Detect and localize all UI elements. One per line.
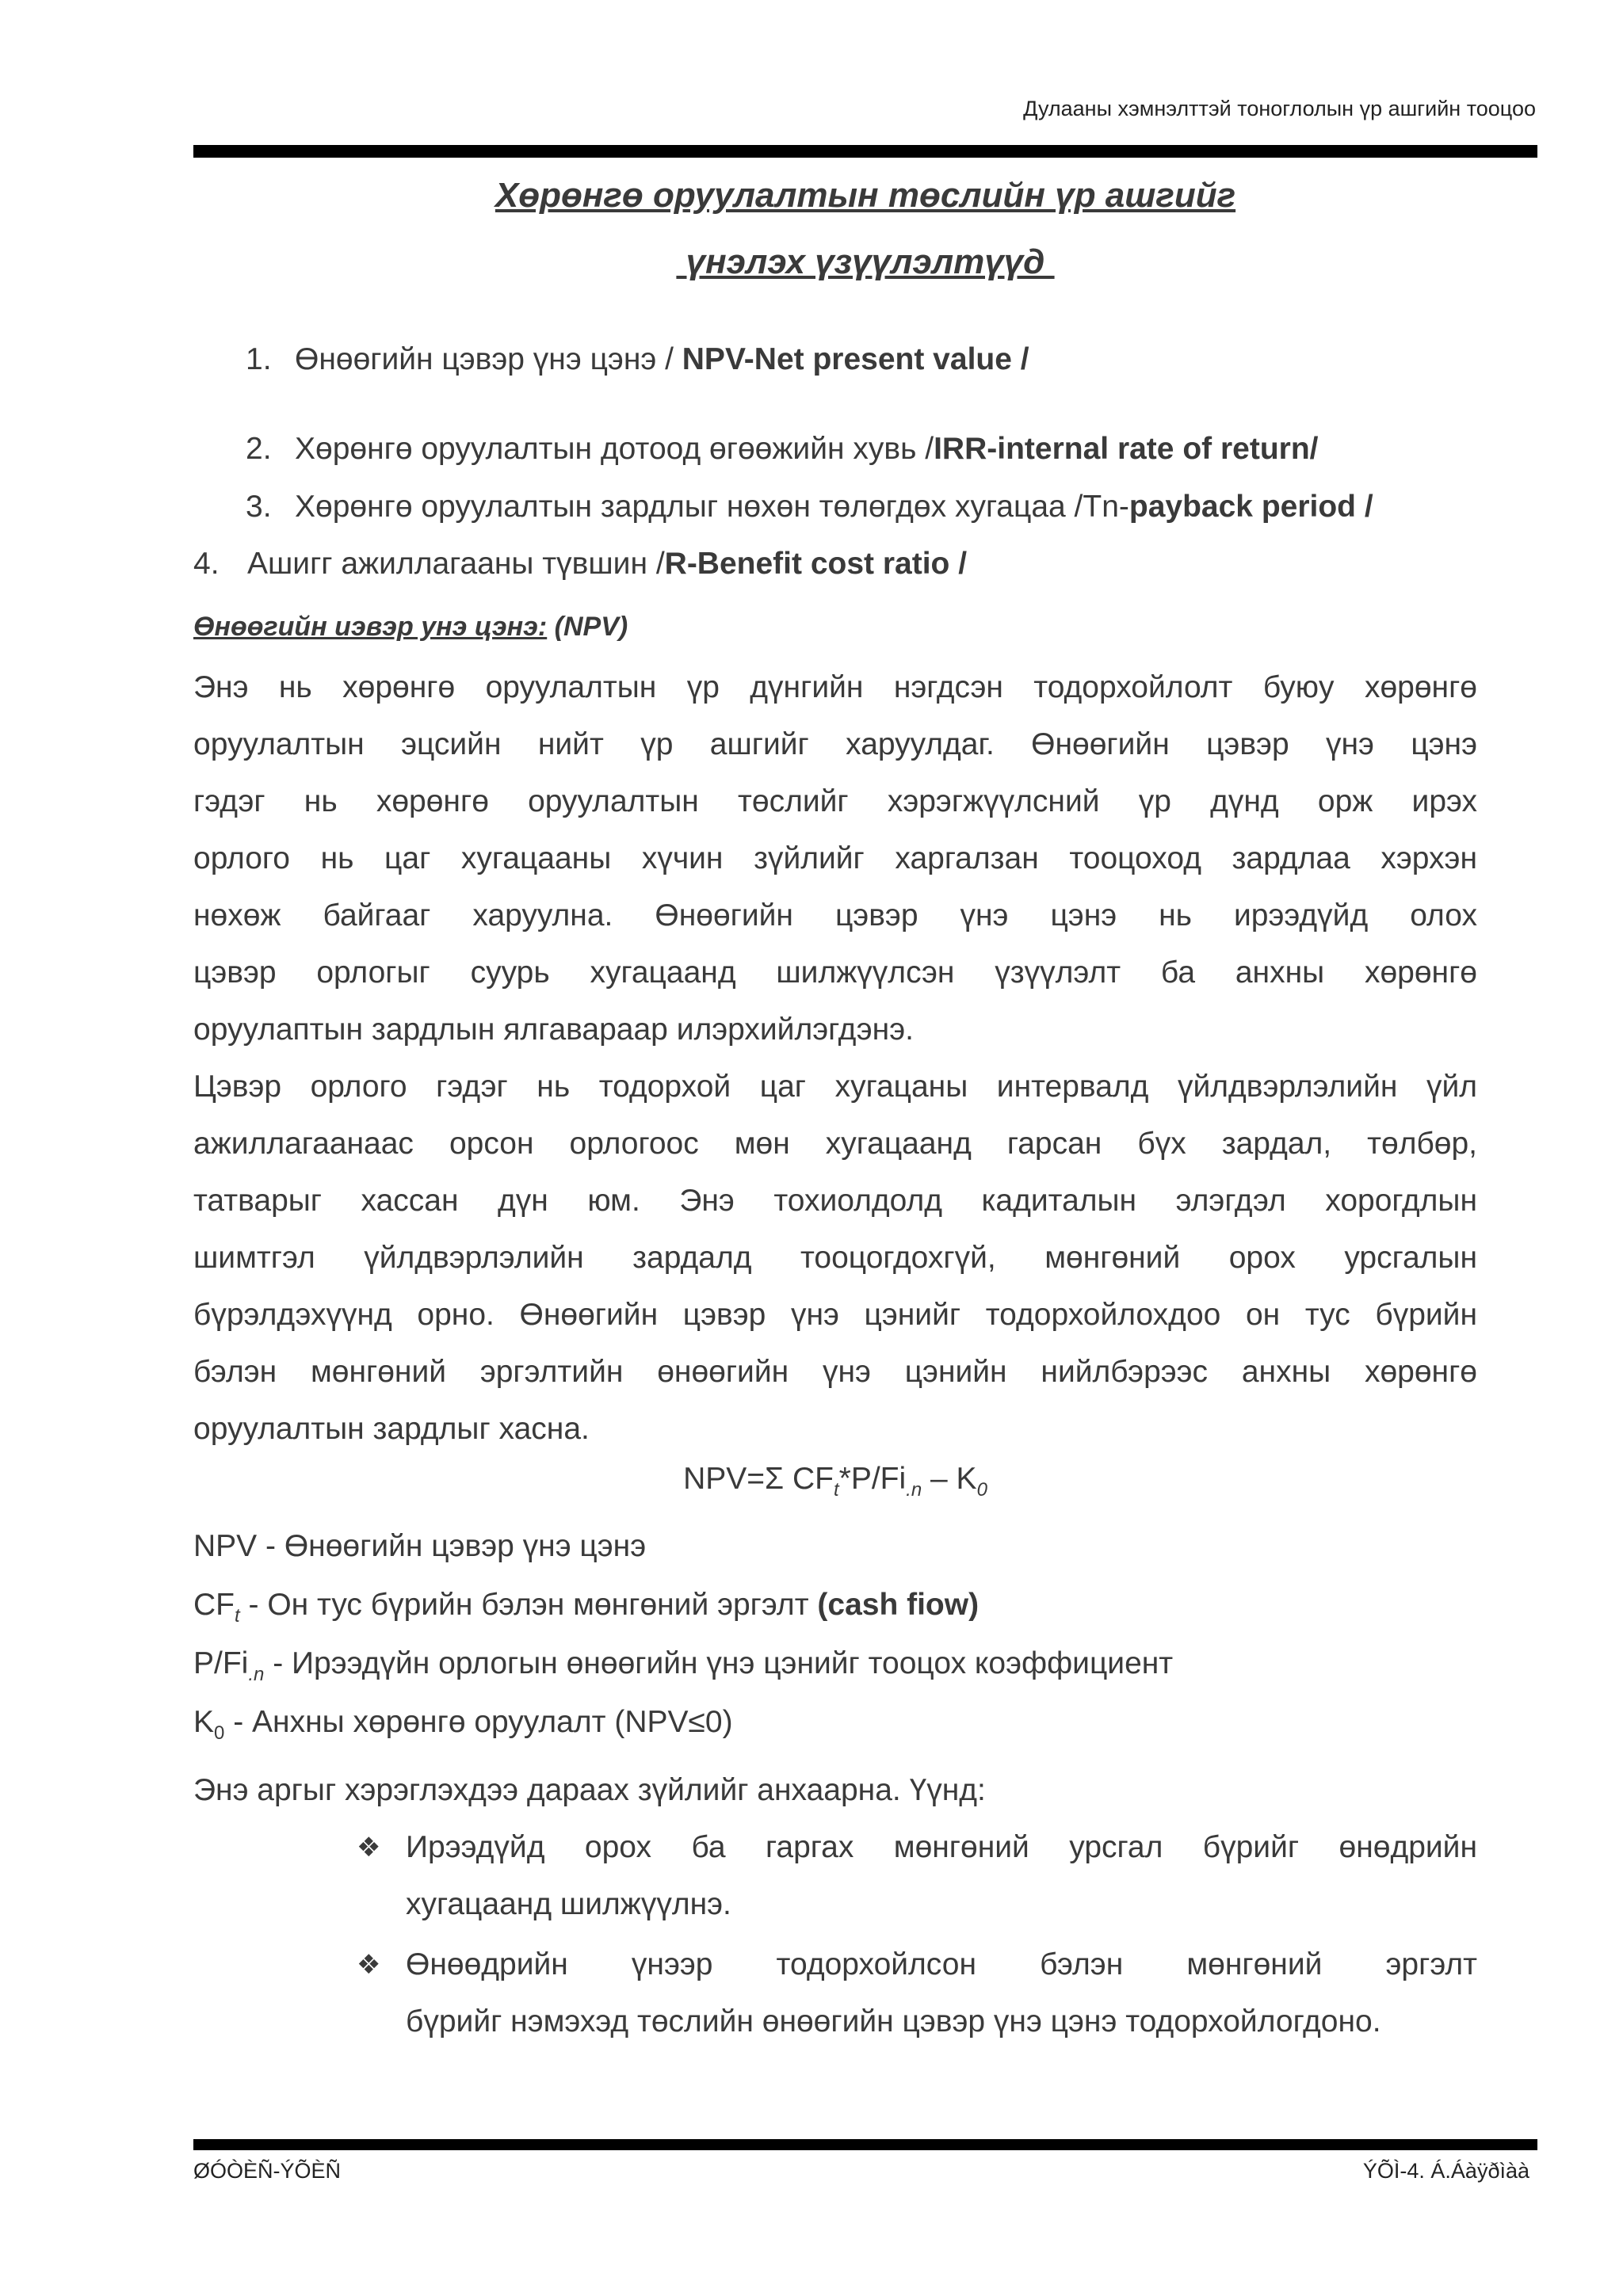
footer-right: ÝÕÌ-4. Á.Áàÿðìàà	[1362, 2159, 1529, 2183]
text-line: татварыг хассан дүн юм. Энэ тохиолдолд кадиталын элэгдэл хорогдлын	[193, 1184, 1477, 1218]
footer-rule	[193, 2139, 1537, 2150]
text-line: бүрийг нэмэхэд төслийн өнөөгийн цэвэр үнэ цэнэ тодорхойлогдоно.	[406, 2004, 1381, 2039]
text-line: бүрэлдэхүүнд орно. Өнөөгийн цэвэр үнэ цэнийг тодорхойлохдоо он тус бүрийн	[193, 1298, 1477, 1332]
definition-cf: $CF_t$ - Он тус бүрийн бэлэн мөнгөний эргэлт (cash fiow)	[193, 1588, 980, 1627]
text-line: оруулаптын зардлын ялгавараар илэрхийлэгдэнэ.	[193, 1013, 914, 1047]
definition-npv: NPV - Өнөөгийн цэвэр үнэ цэнэ	[193, 1529, 647, 1563]
criteria-item-4: 4. Ашигг ажиллагааны түвшин /R-Benefit cost ratio /	[193, 547, 968, 581]
text-line: шимтгэл үйлдвэрлэлийн зардалд тооцогдохгүй, мөнгөний орох урсгалын	[193, 1241, 1477, 1275]
text-line: оруулалтын эцсийн нийт үр ашгийг харуулдаг. Өнөөгийн цэвэр үнэ цэнэ	[193, 727, 1477, 761]
criteria-item-3: 3. Хөрөнгө оруулалтын зардлыг нөхөн төлөгдөх хугацаа /Tn-payback period /	[246, 490, 1373, 524]
text-line: бэлэн мөнгөний эргэлтийн өнөөгийн үнэ цэнийн нийлбэрээс анхны хөрөнгө	[193, 1355, 1477, 1389]
page-title-line-1: Хөрөнгө оруулалтын төслийн үр ашгийг	[495, 176, 1236, 215]
definition-k0: $K_0$ - Анхны хөрөнгө оруулалт (NPV≤0)	[193, 1705, 733, 1744]
criteria-item-1: 1. Өнөөгийн цэвэр үнэ цэнэ / NPV-Net present value /	[246, 342, 1029, 376]
text-line: Цэвэр орлого гэдэг нь тодорхой цаг хугацаны интервалд үйлдвэрлэлийн үйл	[193, 1070, 1477, 1104]
list-item	[349, 1936, 1477, 2050]
text-line: Ирээдүйд орох ба гаргах мөнгөний урсгал бүрийг өнөдрийн	[406, 1830, 1477, 1864]
text-line: ажиллагаанаас орсон орлогоос мөн хугацаанд гарсан бүх зардал, төлбөр,	[193, 1127, 1477, 1161]
text-line: оруулалтын зардлыг хасна.	[193, 1412, 590, 1446]
diamond-bullet-icon: ❖	[357, 1950, 381, 1980]
method-intro: Энэ аргыг хэрэглэхдээ дараах зүйлийг анхаарна. Үүнд:	[193, 1773, 986, 1807]
bullet-list	[349, 1819, 1477, 2050]
text-line: Энэ нь хөрөнгө оруулалтын үр дүнгийн нэгдсэн тодорхойлолт буюу хөрөнгө	[193, 670, 1477, 704]
npv-paragraph-2	[193, 1058, 1477, 1458]
text-line: хугацаанд шилжүүлнэ.	[406, 1887, 731, 1921]
criteria-item-2: 2. Хөрөнгө оруулалтын дотоод өгөөжийн хувь /IRR-internal rate of return/	[246, 432, 1319, 466]
npv-paragraph-1	[193, 659, 1477, 1058]
header-rule	[193, 145, 1537, 158]
text-line: нөхөж байгааг харуулна. Өнөөгийн цэвэр үнэ цэнэ нь ирээдүйд олох	[193, 898, 1477, 933]
footer-left: ØÓÒÈÑ-ÝÕÈÑ	[193, 2159, 342, 2183]
text-line: Өнөөдрийн үнээр тодорхойлсон бэлэн мөнгөний эргэлт	[406, 1947, 1477, 1981]
npv-subheading: Өнөөгийн иэвэр унэ цэнэ: (NPV)	[193, 612, 628, 642]
definition-pf: $P/Fi_{.n}$ - Ирээдүйн орлогын өнөөгийн үнэ цэнийг тооцох коэффициент	[193, 1646, 1174, 1685]
running-header: Дулааны хэмнэлттэй тоноглолын үр ашгийн тооцоо	[1023, 97, 1536, 120]
list-item	[349, 1819, 1477, 1933]
npv-formula: NPV=Σ $CF_t*P/Fi_{.n} - K_0$	[683, 1462, 987, 1501]
diamond-bullet-icon: ❖	[357, 1833, 381, 1863]
text-line: гэдэг нь хөрөнгө оруулалтын төслийг хэрэгжүүлсний үр дүнд орж ирэх	[193, 784, 1477, 818]
page-title-line-2: үнэлэх үзүүлэлтүүд	[676, 242, 1055, 281]
text-line: цэвэр орлогыг суурь хугацаанд шилжүүлсэн үзүүлэлт ба анхны хөрөнгө	[193, 955, 1477, 990]
text-line: орлого нь цаг хугацааны хүчин зүйлийг харгалзан тооцоход зардлаа хэрхэн	[193, 841, 1477, 875]
